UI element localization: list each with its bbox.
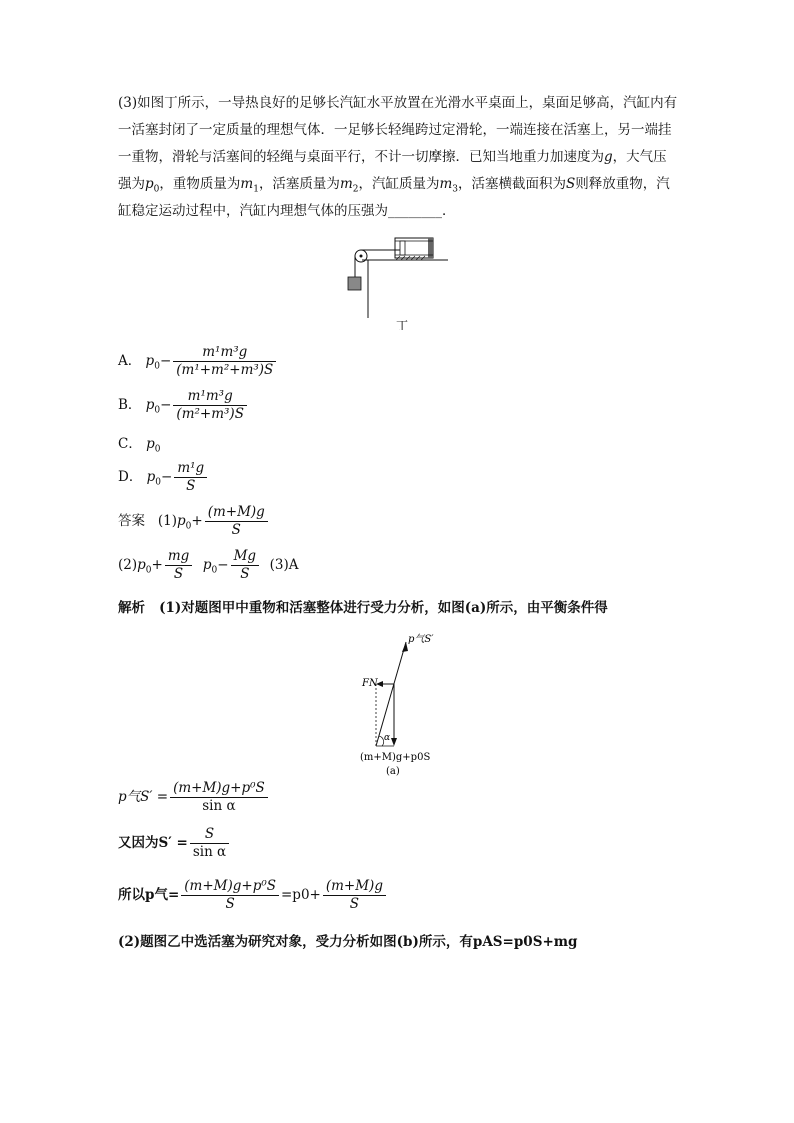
answer-line-1: 答案 $(1)p_0+$ $\frac{(m+M)g}{S}$ bbox=[118, 504, 270, 539]
answer-line-2: $(2)p_0+$ $\frac{mg}{S}$ $p_0-$ $\frac{Mg}{S}$ (3)A bbox=[118, 548, 299, 582]
analysis-label: 解析 bbox=[118, 600, 145, 616]
answer-fraction-1: $\frac{(m+M)g}{S}$ bbox=[205, 504, 268, 539]
answer-fraction-3: $\frac{Mg}{S}$ bbox=[231, 548, 259, 583]
answer-fraction-2: $\frac{mg}{S}$ bbox=[165, 548, 192, 583]
equation-3-fraction-2: $\frac{(m+M)g}{S}$ bbox=[323, 878, 386, 913]
figure-ding-label: 丁 bbox=[396, 319, 409, 330]
var-p0: p bbox=[145, 176, 154, 192]
svg-text:α: α bbox=[384, 733, 391, 743]
force-label-top: p气S′ bbox=[408, 634, 434, 645]
equation-1: p气S′ = $\frac{\text{(m+M)g+p⁰S}}{\text{sin α}}$ bbox=[118, 780, 270, 815]
equation-3-fraction-1: $\frac{\text{(m+M)g+p⁰S}}{S}$ bbox=[181, 878, 279, 913]
force-label-fn: FN bbox=[362, 678, 378, 689]
option-d: D． $p_0-$ $\frac{\text{m¹g}}{S}$ bbox=[118, 460, 209, 495]
question-paragraph: (3)如图丁所示，一导热良好的足够长汽缸水平放置在光滑水平桌面上，桌面足够高，汽缸内有一活塞封闭了一定质量的理想气体．一足够长轻绳跨过定滑轮，一端连接在活塞上，另一端挂一重物，滑轮与活塞间的轻绳与桌面平行，不计一切摩擦．已知当地重力加速度为g，大气压强为$p_0$，重物质量为$m_1$，活塞质量为$m_2$，汽缸质量为$m_3$，活塞横截面积为S则释放重物，汽缸稳定运动过程中，汽缸内理想气体的压强为________． bbox=[118, 95, 678, 219]
equation-3: 所以p气= $\frac{\text{(m+M)g+p⁰S}}{S}$ =p0+ $\frac{(m+M)g}{S}$ bbox=[118, 878, 388, 913]
var-g: g bbox=[604, 149, 613, 165]
option-c: C． $p_0$ bbox=[118, 436, 161, 455]
force-label-bottom: (m+M)g+p0S bbox=[360, 752, 431, 763]
option-d-fraction: $\frac{\text{m¹g}}{S}$ bbox=[174, 460, 207, 495]
option-a-fraction: $\frac{\text{m¹m³g}}{\text{(m¹+m²+m³)S}}$ bbox=[173, 344, 276, 379]
answer-label: 答案 bbox=[118, 513, 145, 529]
option-b: B． $p_0-$ $\frac{\text{m¹m³g}}{\text{(m²+m³)S}}$ bbox=[118, 388, 249, 423]
figure-a-force-diagram bbox=[356, 628, 476, 778]
equation-1-fraction: $\frac{\text{(m+M)g+p⁰S}}{\text{sin α}}$ bbox=[170, 780, 268, 815]
figure-a-caption: (a) bbox=[386, 766, 400, 777]
equation-2: 又因为S′ = $\frac{S}{\text{sin α}}$ bbox=[118, 826, 231, 861]
option-b-fraction: $\frac{\text{m¹m³g}}{\text{(m²+m³)S}}$ bbox=[173, 388, 247, 423]
analysis-part-2: (2)题图乙中选活塞为研究对象，受力分析如图(b)所示，有pAS=p0S+mg bbox=[118, 934, 578, 950]
analysis-line: 解析 (1)对题图甲中重物和活塞整体进行受力分析，如图(a)所示，由平衡条件得 bbox=[118, 600, 608, 616]
option-a: A． $p_0-$ $\frac{\text{m¹m³g}}{\text{(m¹+m²+m³)S}}$ bbox=[118, 344, 278, 379]
equation-2-fraction: $\frac{S}{\text{sin α}}$ bbox=[190, 826, 229, 861]
figure-ding bbox=[340, 230, 460, 330]
